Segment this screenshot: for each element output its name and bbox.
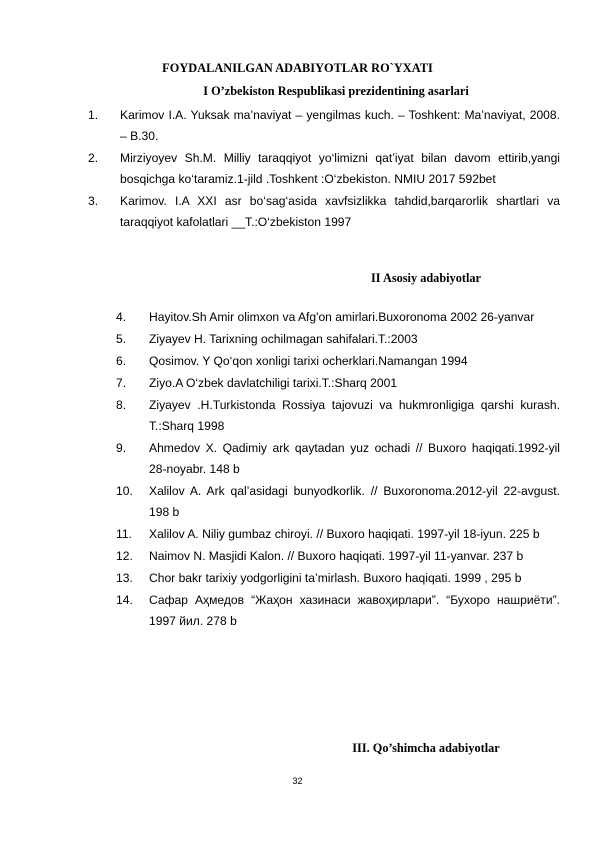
reference-item (116, 524, 560, 545)
reference-text: Xalilov A. Niliy gumbaz chiroyi. // Buxoro haqiqati. 1997-yil 18-iyun. 225 b (149, 527, 540, 541)
reference-text: Karimov. I.A XXI asr bo‘sag‘asida xavfsizlikka tahdid,barqarorlik shartlari va taraqqiyot kafolatlari __T.:O‘zbekiston 1997 (120, 194, 560, 229)
reference-number: 2. (88, 151, 99, 165)
reference-number: 6. (116, 354, 127, 368)
reference-number: 7. (116, 376, 127, 390)
reference-item (116, 329, 560, 350)
page-title: FOYDALANILGAN ADABIYOTLAR RO`YXATI (162, 61, 433, 75)
reference-text: Karimov I.A. Yuksak ma’naviyat – yengilmas kuch. – Toshkent: Ma’naviyat, 2008. – B.30. (120, 108, 560, 143)
reference-number: 5. (116, 332, 127, 346)
reference-number: 11. (116, 527, 132, 541)
reference-item (88, 191, 560, 233)
section-heading-presidential-works: I O’zbekiston Respublikasi prezidentining asarlari (203, 84, 469, 98)
reference-number: 4. (116, 310, 127, 324)
reference-item (116, 395, 560, 437)
reference-text: Сафар Аҳмедов “Жаҳон хазинаси жавоҳирлари”. “Бухоро нашриёти”. 1997 йил. 278 b (149, 593, 560, 628)
reference-number: 1. (88, 108, 99, 122)
reference-text: Hayitov.Sh Amir olimxon va Afg'on amirlari.Buxoronoma 2002 26-yanvar (149, 310, 535, 324)
reference-number: 3. (88, 194, 99, 208)
reference-number: 8. (116, 398, 127, 412)
reference-item (116, 481, 560, 523)
reference-item (116, 307, 560, 328)
reference-item (116, 546, 560, 567)
reference-text: Ahmedov X. Qadimiy ark qaytadan yuz ochadi // Buxoro haqiqati.1992-yil 28-noyabr. 148 b (149, 441, 560, 476)
reference-text: Chor bakr tarixiy yodgorligini ta’mirlash. Buxoro haqiqati. 1999 , 295 b (149, 571, 522, 585)
reference-number: 13. (116, 571, 133, 585)
reference-text: Ziyayev .H.Turkistonda Rossiya tajovuzi va hukmronligiga qarshi kurash. T.:Sharq 1998 (149, 398, 560, 433)
reference-text: Xalilov A. Ark qal’asidagi bunyodkorlik. // Buxoronoma.2012-yil 22-avgust. 198 b (149, 484, 560, 519)
reference-text: Qosimov. Y Qo‘qon xonligi tarixi ocherklari.Namangan 1994 (149, 354, 468, 368)
reference-text: Mirziyoyev Sh.M. Milliy taraqqiyot yo‘limizni qat’iyat bilan davom ettirib,yangi bosqichga ko‘taramiz.1-jild .Toshkent :O‘zbekiston. NMIU 2017 592bet (120, 151, 560, 186)
reference-number: 10. (116, 484, 133, 498)
reference-item (116, 568, 560, 589)
section-heading-additional-literature: III. Qo’shimcha adabiyotlar (352, 741, 500, 755)
section-heading-main-literature: II Asosiy adabiyotlar (370, 271, 481, 285)
reference-text: Ziyayev H. Tarixning ochilmagan sahifalari.T.:2003 (149, 332, 418, 346)
reference-list-main (116, 307, 560, 632)
reference-item (116, 438, 560, 480)
reference-number: 12. (116, 549, 133, 563)
reference-item (88, 105, 560, 147)
reference-number: 9. (116, 441, 127, 455)
reference-text: Naimov N. Masjidi Kalon. // Buxoro haqiqati. 1997-yil 11-yanvar. 237 b (149, 549, 524, 563)
page-number: 32 (292, 776, 303, 786)
reference-item (88, 148, 560, 190)
reference-item (116, 351, 560, 372)
reference-list-presidential (88, 105, 560, 233)
reference-number: 14. (116, 593, 133, 607)
reference-item (116, 373, 560, 394)
reference-item (116, 590, 560, 632)
reference-text: Ziyo.A O‘zbek davlatchiligi tarixi.T.:Sharq 2001 (149, 376, 398, 390)
